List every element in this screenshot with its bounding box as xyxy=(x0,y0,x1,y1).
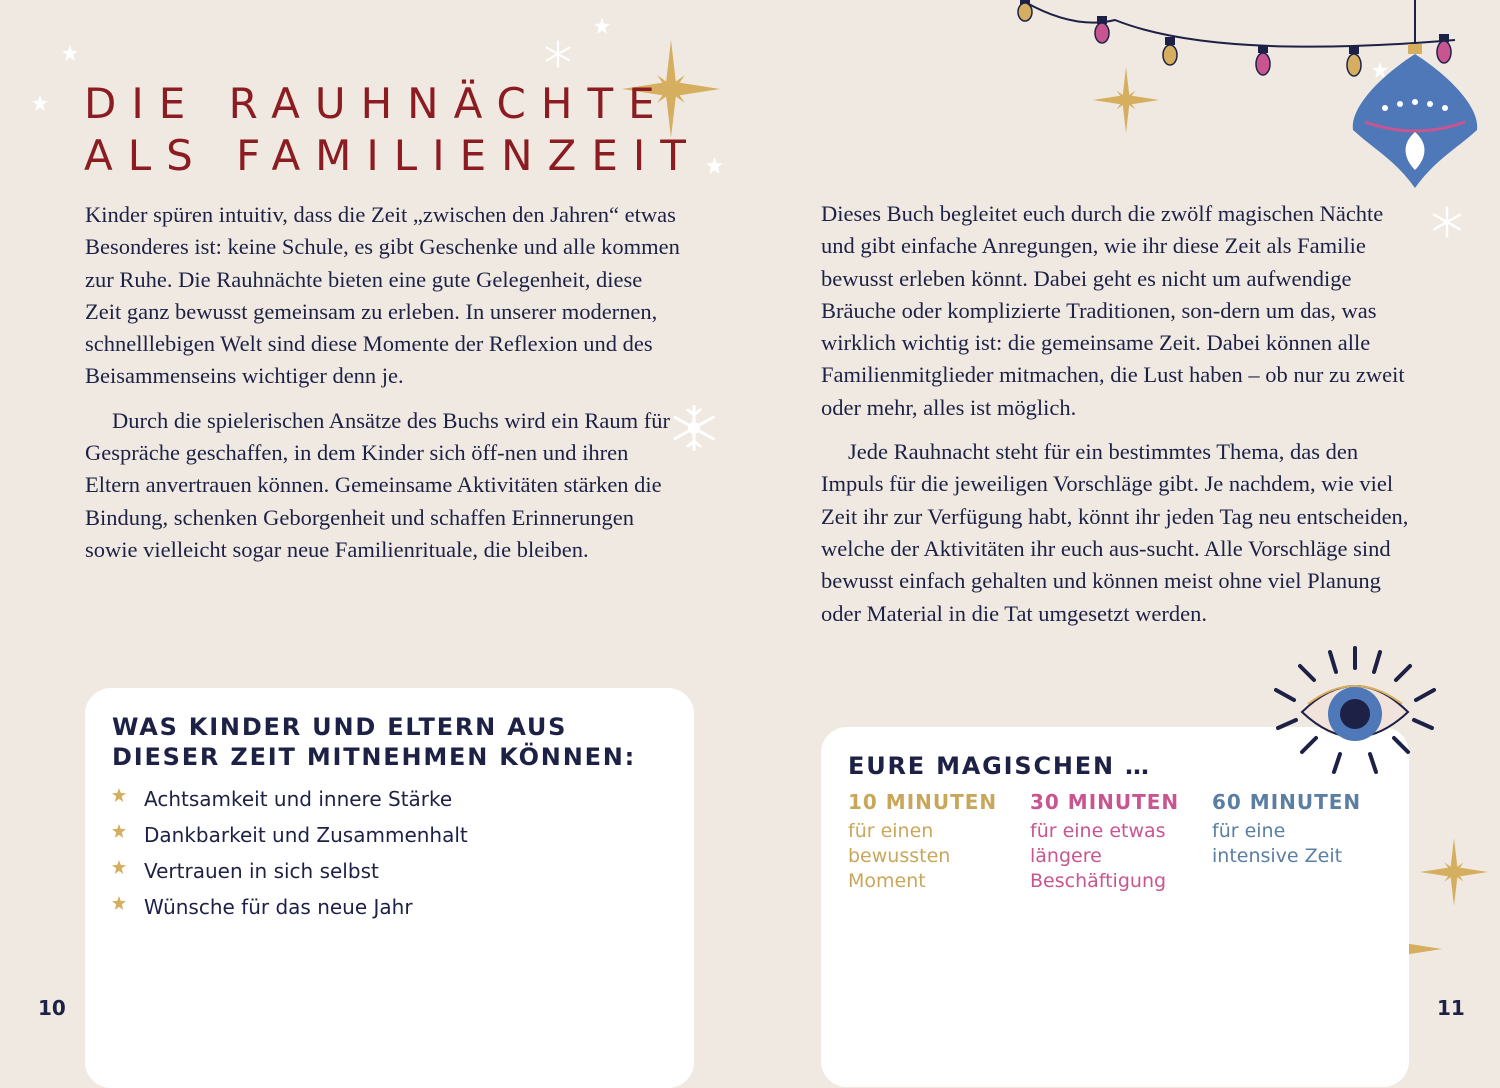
snowflake-icon xyxy=(544,40,572,68)
time-option-label: 30 MINUTEN xyxy=(1030,790,1180,814)
bullet-star-icon xyxy=(112,896,126,910)
paragraph: Kinder spüren intuitiv, dass die Zeit „zwischen den Jahren“ etwas Besonderes ist: keine Schule, es gibt Geschenke und alle kommen zur Ruhe. Die Rauhnächte bieten eine gute Gelegenheit, diese Zeit ganz bewusst gemeinsam zu erleben. In unserer modernen, schnelllebigen Welt sind diese Momente der Reflexion und des Beisammenseins wichtiger denn je. xyxy=(85,202,680,389)
bullet-star-icon xyxy=(112,824,126,838)
small-star-icon xyxy=(594,18,610,34)
takeaways-title xyxy=(112,712,636,772)
list-item-label: Wünsche für das neue Jahr xyxy=(144,895,413,919)
list-item-label: Dankbarkeit und Zusammenhalt xyxy=(144,823,468,847)
sparkle-star-icon xyxy=(1420,838,1488,906)
eye-icon xyxy=(1272,644,1438,780)
paragraph: Jede Rauhnacht steht für ein bestimmtes Thema, das den Impuls für die jeweiligen Vorschläge gibt. Je nachdem, wie viel Zeit ihr zur Verfügung habt, könnt ihr jeden Tag neu entscheiden, welche der Aktivitäten ihr euch aus-sucht. Alle Vorschläge sind bewusst einfach gehalten und können meist ohne viel Planung oder Material in die Tat umgesetzt werden. xyxy=(821,439,1409,626)
takeaways-title-line-1: WAS KINDER UND ELTERN AUS xyxy=(112,713,568,741)
list-item xyxy=(112,822,468,858)
time-option-text: für einen bewussten Moment xyxy=(848,820,951,892)
time-option-label: 60 MINUTEN xyxy=(1212,790,1362,814)
list-item-label: Achtsamkeit und innere Stärke xyxy=(144,787,453,811)
time-option-30 xyxy=(1030,789,1200,894)
time-options-title: EURE MAGISCHEN … xyxy=(848,752,1151,780)
page-number-right: 11 xyxy=(1437,996,1465,1020)
bullet-star-icon xyxy=(112,860,126,874)
small-star-icon xyxy=(32,95,48,111)
small-star-icon xyxy=(62,45,78,61)
list-item-label: Vertrauen in sich selbst xyxy=(144,859,379,883)
takeaways-list xyxy=(112,786,468,930)
page-title-line-2: ALS FAMILIENZEIT xyxy=(84,131,701,180)
string-lights-icon xyxy=(1015,0,1485,190)
small-star-icon xyxy=(706,157,723,174)
paragraph: Dieses Buch begleitet euch durch die zwölf magischen Nächte und gibt einfache Anregungen, wie ihr diese Zeit als Familie bewusst erleben könnt. Dabei geht es nicht um aufwendige Bräuche oder komplizierte Traditionen, son-dern um das, was wirklich wichtig ist: die gemeinsame Zeit. Dabei können alle Familienmitglieder mitmachen, die Lust haben – ob nur zu zweit oder mehr, alles ist möglich. xyxy=(821,201,1405,420)
list-item xyxy=(112,858,468,894)
snowflake-icon xyxy=(1431,206,1463,238)
left-text-column xyxy=(85,199,680,566)
page-number-left: 10 xyxy=(38,996,66,1020)
time-option-60 xyxy=(1212,789,1382,869)
takeaways-box xyxy=(85,688,694,1088)
time-option-label: 10 MINUTEN xyxy=(848,790,998,814)
time-option-text: für eine intensive Zeit xyxy=(1212,820,1343,867)
time-options-box xyxy=(821,727,1409,1087)
right-text-column xyxy=(821,198,1411,630)
page-title-line-1: DIE RAUHNÄCHTE xyxy=(84,79,670,128)
page-title xyxy=(84,78,701,182)
time-option-10 xyxy=(848,789,1018,894)
time-option-text: für eine etwas längere Beschäftigung xyxy=(1030,820,1167,892)
list-item xyxy=(112,786,468,822)
takeaways-title-line-2: DIESER ZEIT MITNEHMEN KÖNNEN: xyxy=(112,743,637,771)
list-item xyxy=(112,894,468,930)
bullet-star-icon xyxy=(112,788,126,802)
paragraph: Durch die spielerischen Ansätze des Buchs wird ein Raum für Gespräche geschaffen, in dem Kinder sich öff-nen und ihren Eltern anvertrauen können. Gemeinsame Aktivitäten stärken die Bindung, schenken Geborgenheit und schaffen Erinnerungen sowie vielleicht sogar neue Familienrituale, die bleiben. xyxy=(85,407,670,562)
